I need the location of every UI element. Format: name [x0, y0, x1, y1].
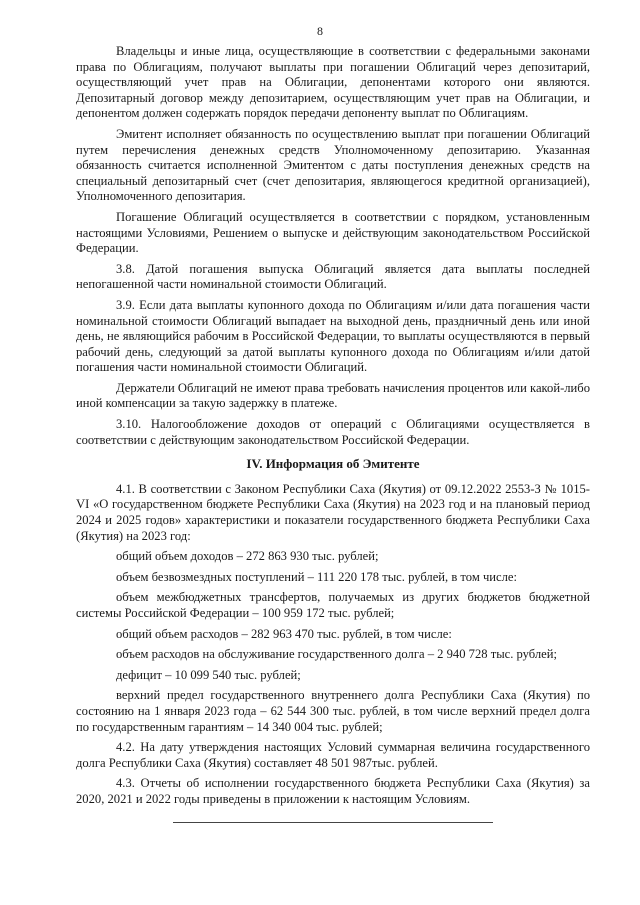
paragraph-no-interest: Держатели Облигаций не имеют права требовать начисления процентов или какой-либо иной компенсации за такую задержку в платеже.	[76, 380, 590, 411]
item-interbudget-transfers: объем межбюджетных трансфертов, получаемых из других бюджетов бюджетной системы Российской Федерации – 100 959 172 тыс. рублей;	[76, 590, 590, 620]
paragraph-redemption-procedure: Погашение Облигаций осуществляется в соответствии с порядком, установленным настоящими Условиями, Решением о выпуске и действующим законодательством Российской Федерации.	[76, 209, 590, 256]
document-body	[76, 44, 590, 823]
paragraph-3-9: 3.9. Если дата выплаты купонного дохода по Облигациям и/или дата погашения части номинальной стоимости Облигаций выпадает на выходной день, праздничный день или иной день, не являющийся рабочим в Российской Федерации, то выплаты осуществляются в первый рабочий день, следующий за датой выплаты купонного дохода по Облигациям и/или датой погашения части номинальной стоимости Облигаций.	[76, 297, 590, 375]
item-total-expenses: общий объем расходов – 282 963 470 тыс. рублей, в том числе:	[116, 626, 452, 641]
paragraph-3-8: 3.8. Датой погашения выпуска Облигаций является дата выплаты последней непогашенной части номинальной стоимости Облигаций.	[76, 261, 590, 292]
paragraph-4-1: 4.1. В соответствии с Законом Республики Саха (Якутия) от 09.12.2022 2553-З № 1015-VI «О государственном бюджете Республики Саха (Якутия) на 2023 год и на плановый период 2024 и 2025 годов» характеристики и показатели государственного бюджета Республики Саха (Якутия) на 2023 год:	[76, 481, 590, 543]
paragraph-holders-payments: Владельцы и иные лица, осуществляющие в соответствии с федеральными законами права по Облигациям, получают выплаты при погашении Облигаций через депозитарий, осуществляющий учет прав на Облигации, депонентами которого они являются. Депозитарный договор между депозитарием, осуществляющим учет прав на Облигации, и депонентом должен содержать порядок передачи депоненту выплат по Облигациям.	[76, 44, 590, 121]
item-debt-upper-limit: верхний предел государственного внутреннего долга Республики Саха (Якутия) по состоянию на 1 января 2023 года – 62 544 300 тыс. рублей, в том числе верхний предел долга по государственным гарантиям – 14 340 004 тыс. рублей;	[76, 688, 590, 734]
page-number: 8	[317, 24, 323, 38]
item-gratuitous-receipts: объем безвозмездных поступлений – 111 220 178 тыс. рублей, в том числе:	[116, 569, 517, 584]
paragraph-issuer-obligation: Эмитент исполняет обязанность по осуществлению выплат при погашении Облигаций путем перечисления денежных средств Уполномоченному депозитарию. Указанная обязанность считается исполненной Эмитентом с даты поступления денежных средств на специальный депозитарный счет (счет депозитария, являющегося кредитной организацией), Уполномоченного депозитария.	[76, 126, 590, 204]
item-total-revenue: общий объем доходов – 272 863 930 тыс. рублей;	[116, 549, 379, 564]
item-debt-service: объем расходов на обслуживание государственного долга – 2 940 728 тыс. рублей;	[116, 647, 558, 662]
paragraph-4-2: 4.2. На дату утверждения настоящих Условий суммарная величина государственного долга Республики Саха (Якутия) составляет 48 501 987тыс. рублей.	[76, 740, 590, 770]
end-rule	[173, 822, 493, 823]
paragraph-4-3: 4.3. Отчеты об исполнении государственного бюджета Республики Саха (Якутия) за 2020, 2021 и 2022 годы приведены в приложении к настоящим Условиям.	[76, 776, 590, 806]
section-heading: IV. Информация об Эмитенте	[246, 456, 420, 472]
item-deficit: дефицит – 10 099 540 тыс. рублей;	[116, 667, 301, 682]
paragraph-3-10: 3.10. Налогообложение доходов от операций с Облигациями осуществляется в соответствии с действующим законодательством Российской Федерации.	[76, 417, 590, 447]
